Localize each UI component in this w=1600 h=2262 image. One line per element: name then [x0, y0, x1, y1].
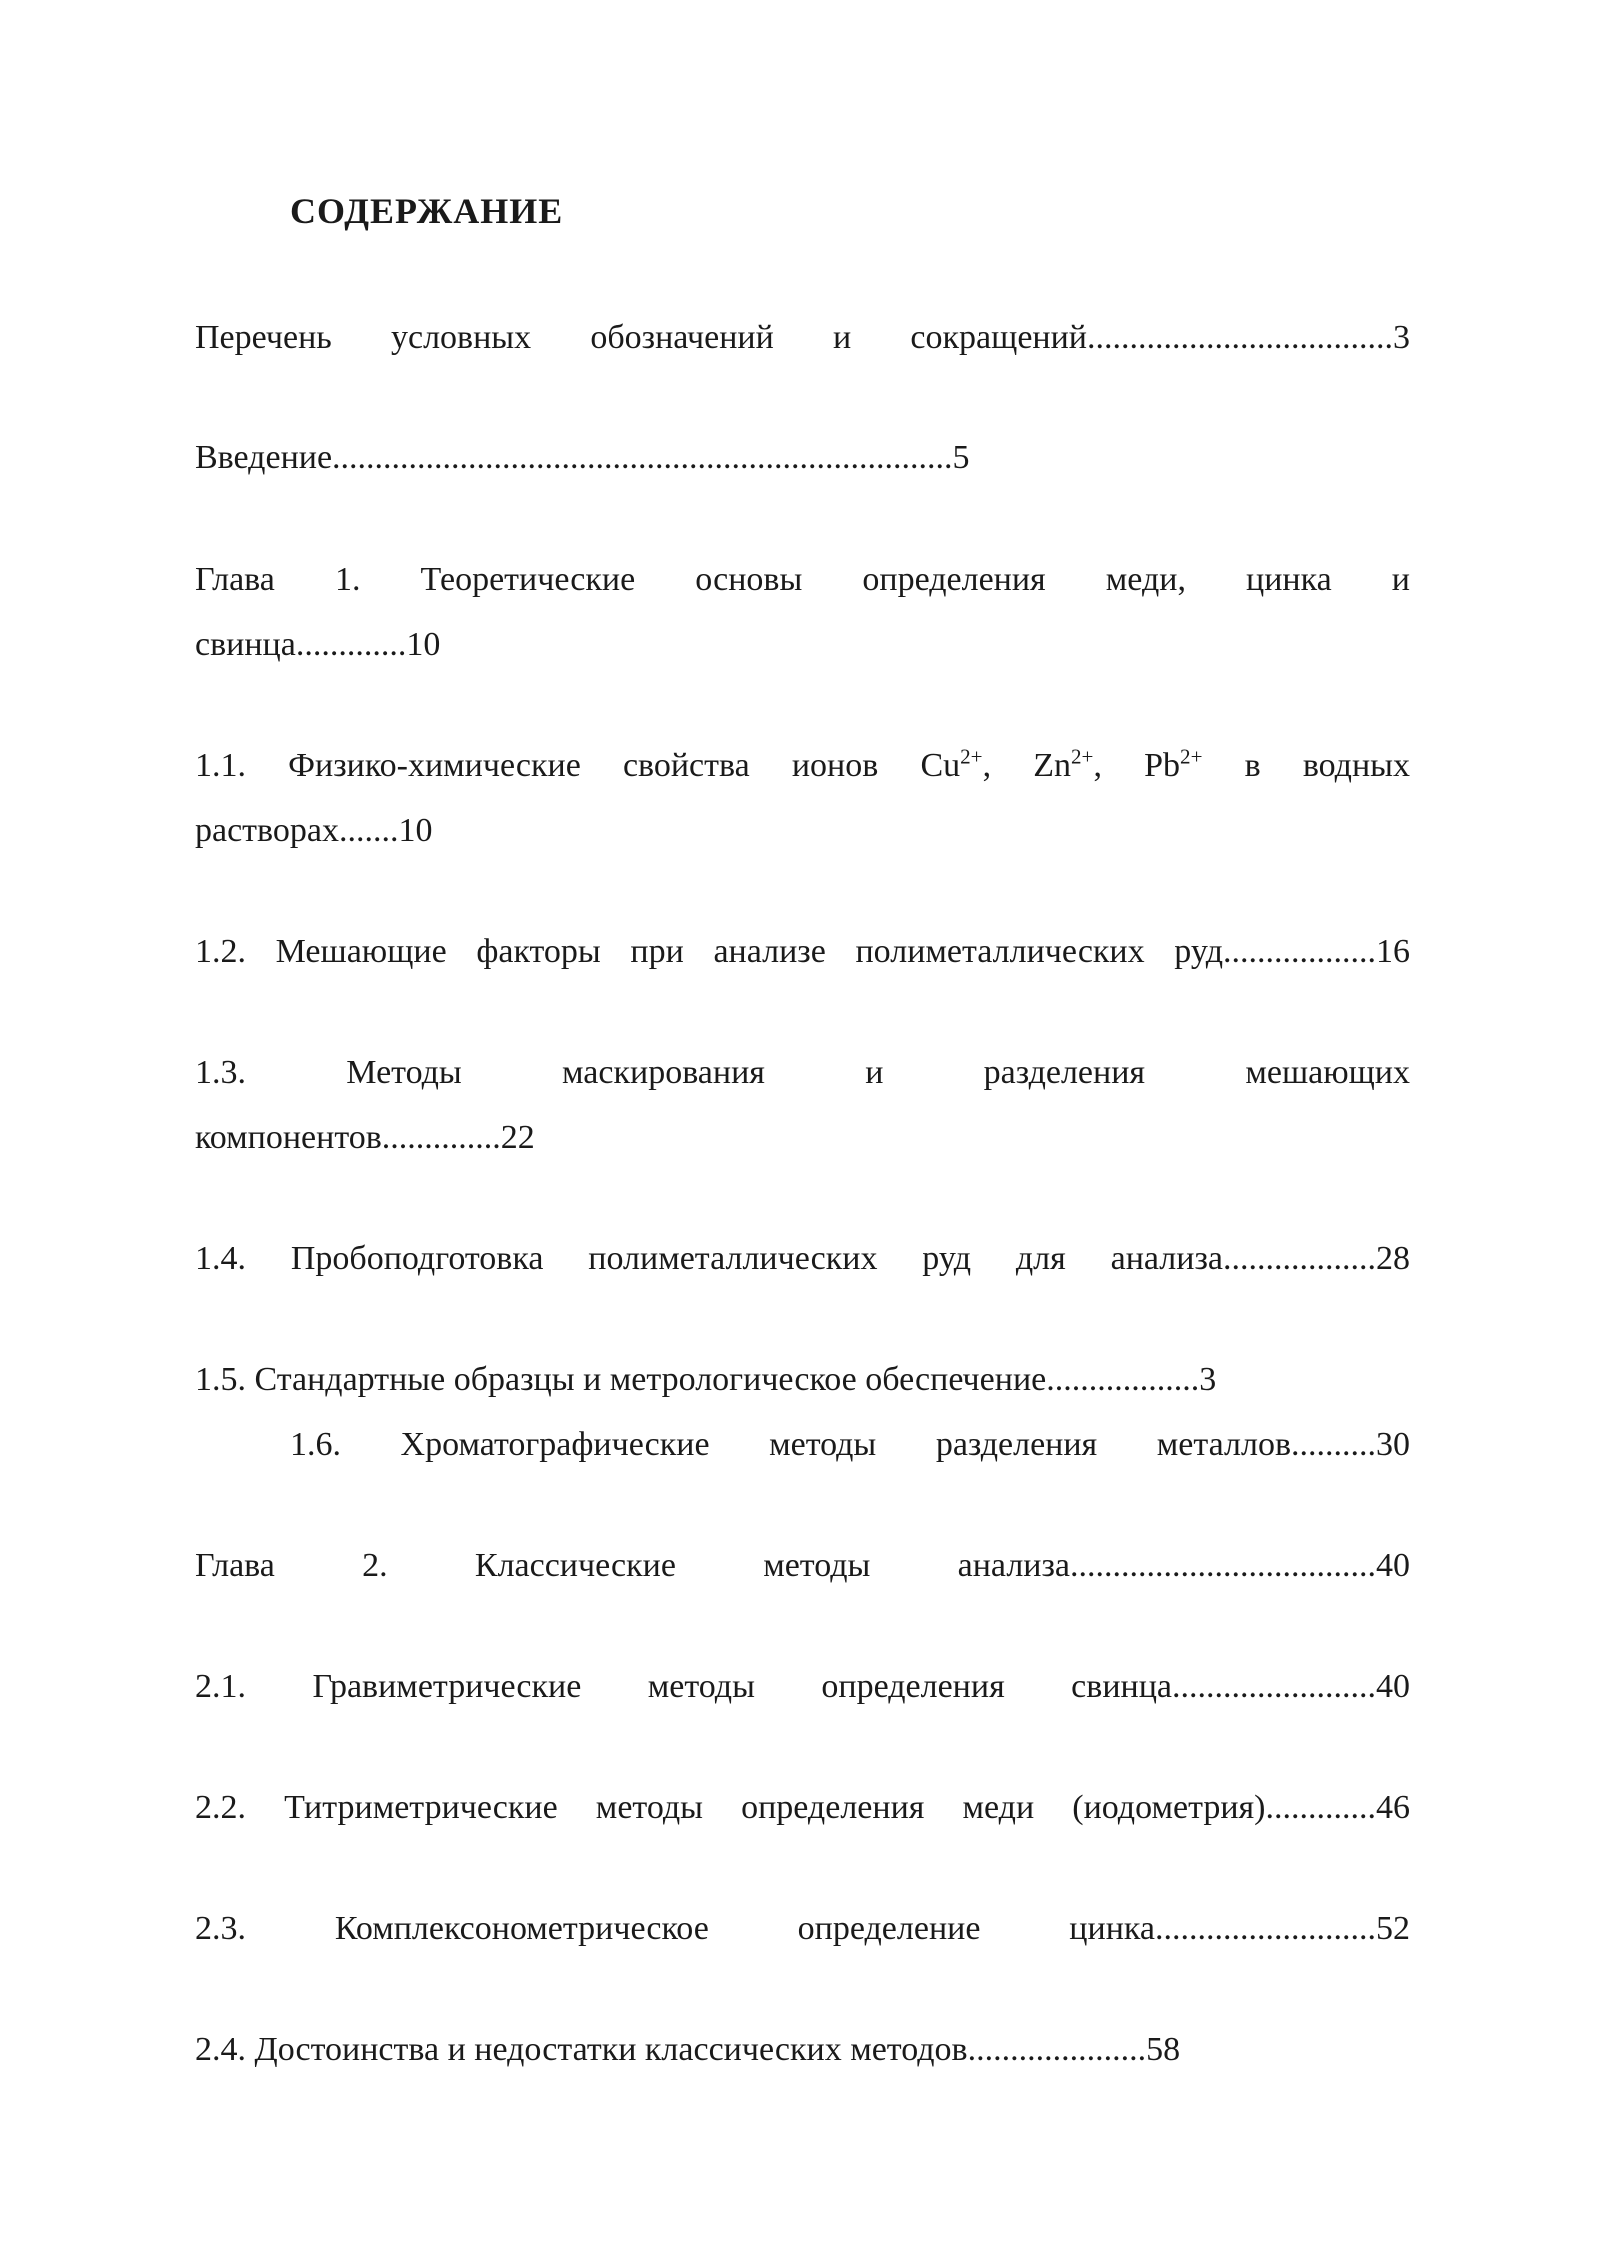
toc-entry-line1: 1.3. Методы маскирования и разделения мешающих [195, 1054, 1410, 1091]
toc-entry-text: 2.4. Достоинства и недостатки классических методов.....................58 [195, 2031, 1181, 2068]
toc-entry-line2: компонентов..............22 [195, 1119, 535, 1156]
toc-entry-1-2[interactable] [195, 919, 1410, 984]
toc-entry-2-1[interactable] [195, 1654, 1410, 1719]
toc-entry-introduction[interactable] [195, 425, 1410, 490]
toc-entry-text: 1.4. Пробоподготовка полиметаллических руд для анализа..................28 [195, 1240, 1410, 1277]
toc-entry-1-3[interactable] [195, 1040, 1410, 1170]
page-title: СОДЕРЖАНИЕ [290, 191, 564, 231]
toc-entry-chapter-2[interactable] [195, 1533, 1410, 1598]
toc-entry-text: Введение.........................................................................5 [195, 439, 970, 476]
toc-entry-text: Перечень условных обозначений и сокращений....................................3 [195, 319, 1410, 356]
charge-superscript: 2+ [1071, 744, 1094, 769]
toc-entry-2-4[interactable] [195, 2017, 1345, 2082]
toc-entry-text: Глава 2. Классические методы анализа....................................40 [195, 1547, 1410, 1584]
toc-entry-line1: Глава 1. Теоретические основы определения меди, цинка и [195, 561, 1410, 598]
toc-entry-text: в водных [1202, 747, 1411, 784]
toc-entry-text: 2.2. Титриметрические методы определения меди (иодометрия).............46 [195, 1789, 1410, 1826]
toc-entry-abbreviations[interactable] [195, 305, 1410, 370]
toc-entry-text: , Pb [1093, 747, 1181, 784]
toc-entry-text: 2.3. Комплексонометрическое определение цинка..........................52 [195, 1910, 1410, 1947]
toc-entry-text: 1.5. Стандартные образцы и метрологическое обеспечение..................3 [195, 1361, 1217, 1398]
toc-entry-1-1[interactable] [195, 733, 1410, 863]
toc-entry-1-6[interactable] [195, 1412, 1410, 1477]
toc-entry-2-2[interactable] [195, 1775, 1410, 1840]
charge-superscript: 2+ [960, 744, 983, 769]
toc-entry-chapter-1[interactable] [195, 547, 1410, 677]
toc-entry-line1 [195, 733, 1410, 798]
toc-entry-text: 2.1. Гравиметрические методы определения свинца........................40 [195, 1668, 1410, 1705]
toc-entry-line2: растворах.......10 [195, 812, 433, 849]
charge-superscript: 2+ [1180, 744, 1203, 769]
toc-entry-1-5[interactable] [195, 1347, 1345, 1412]
toc-entry-text: 1.1. Физико-химические свойства ионов Cu [195, 747, 961, 784]
toc-entry-text: , Zn [982, 747, 1072, 784]
toc-entry-1-4[interactable] [195, 1226, 1410, 1291]
toc-entry-text: 1.2. Мешающие факторы при анализе полиметаллических руд..................16 [195, 933, 1410, 970]
toc-entry-text: 1.6. Хроматографические методы разделения металлов..........30 [290, 1426, 1410, 1463]
toc-entry-line2: свинца.............10 [195, 626, 441, 663]
toc-entry-2-3[interactable] [195, 1896, 1410, 1961]
